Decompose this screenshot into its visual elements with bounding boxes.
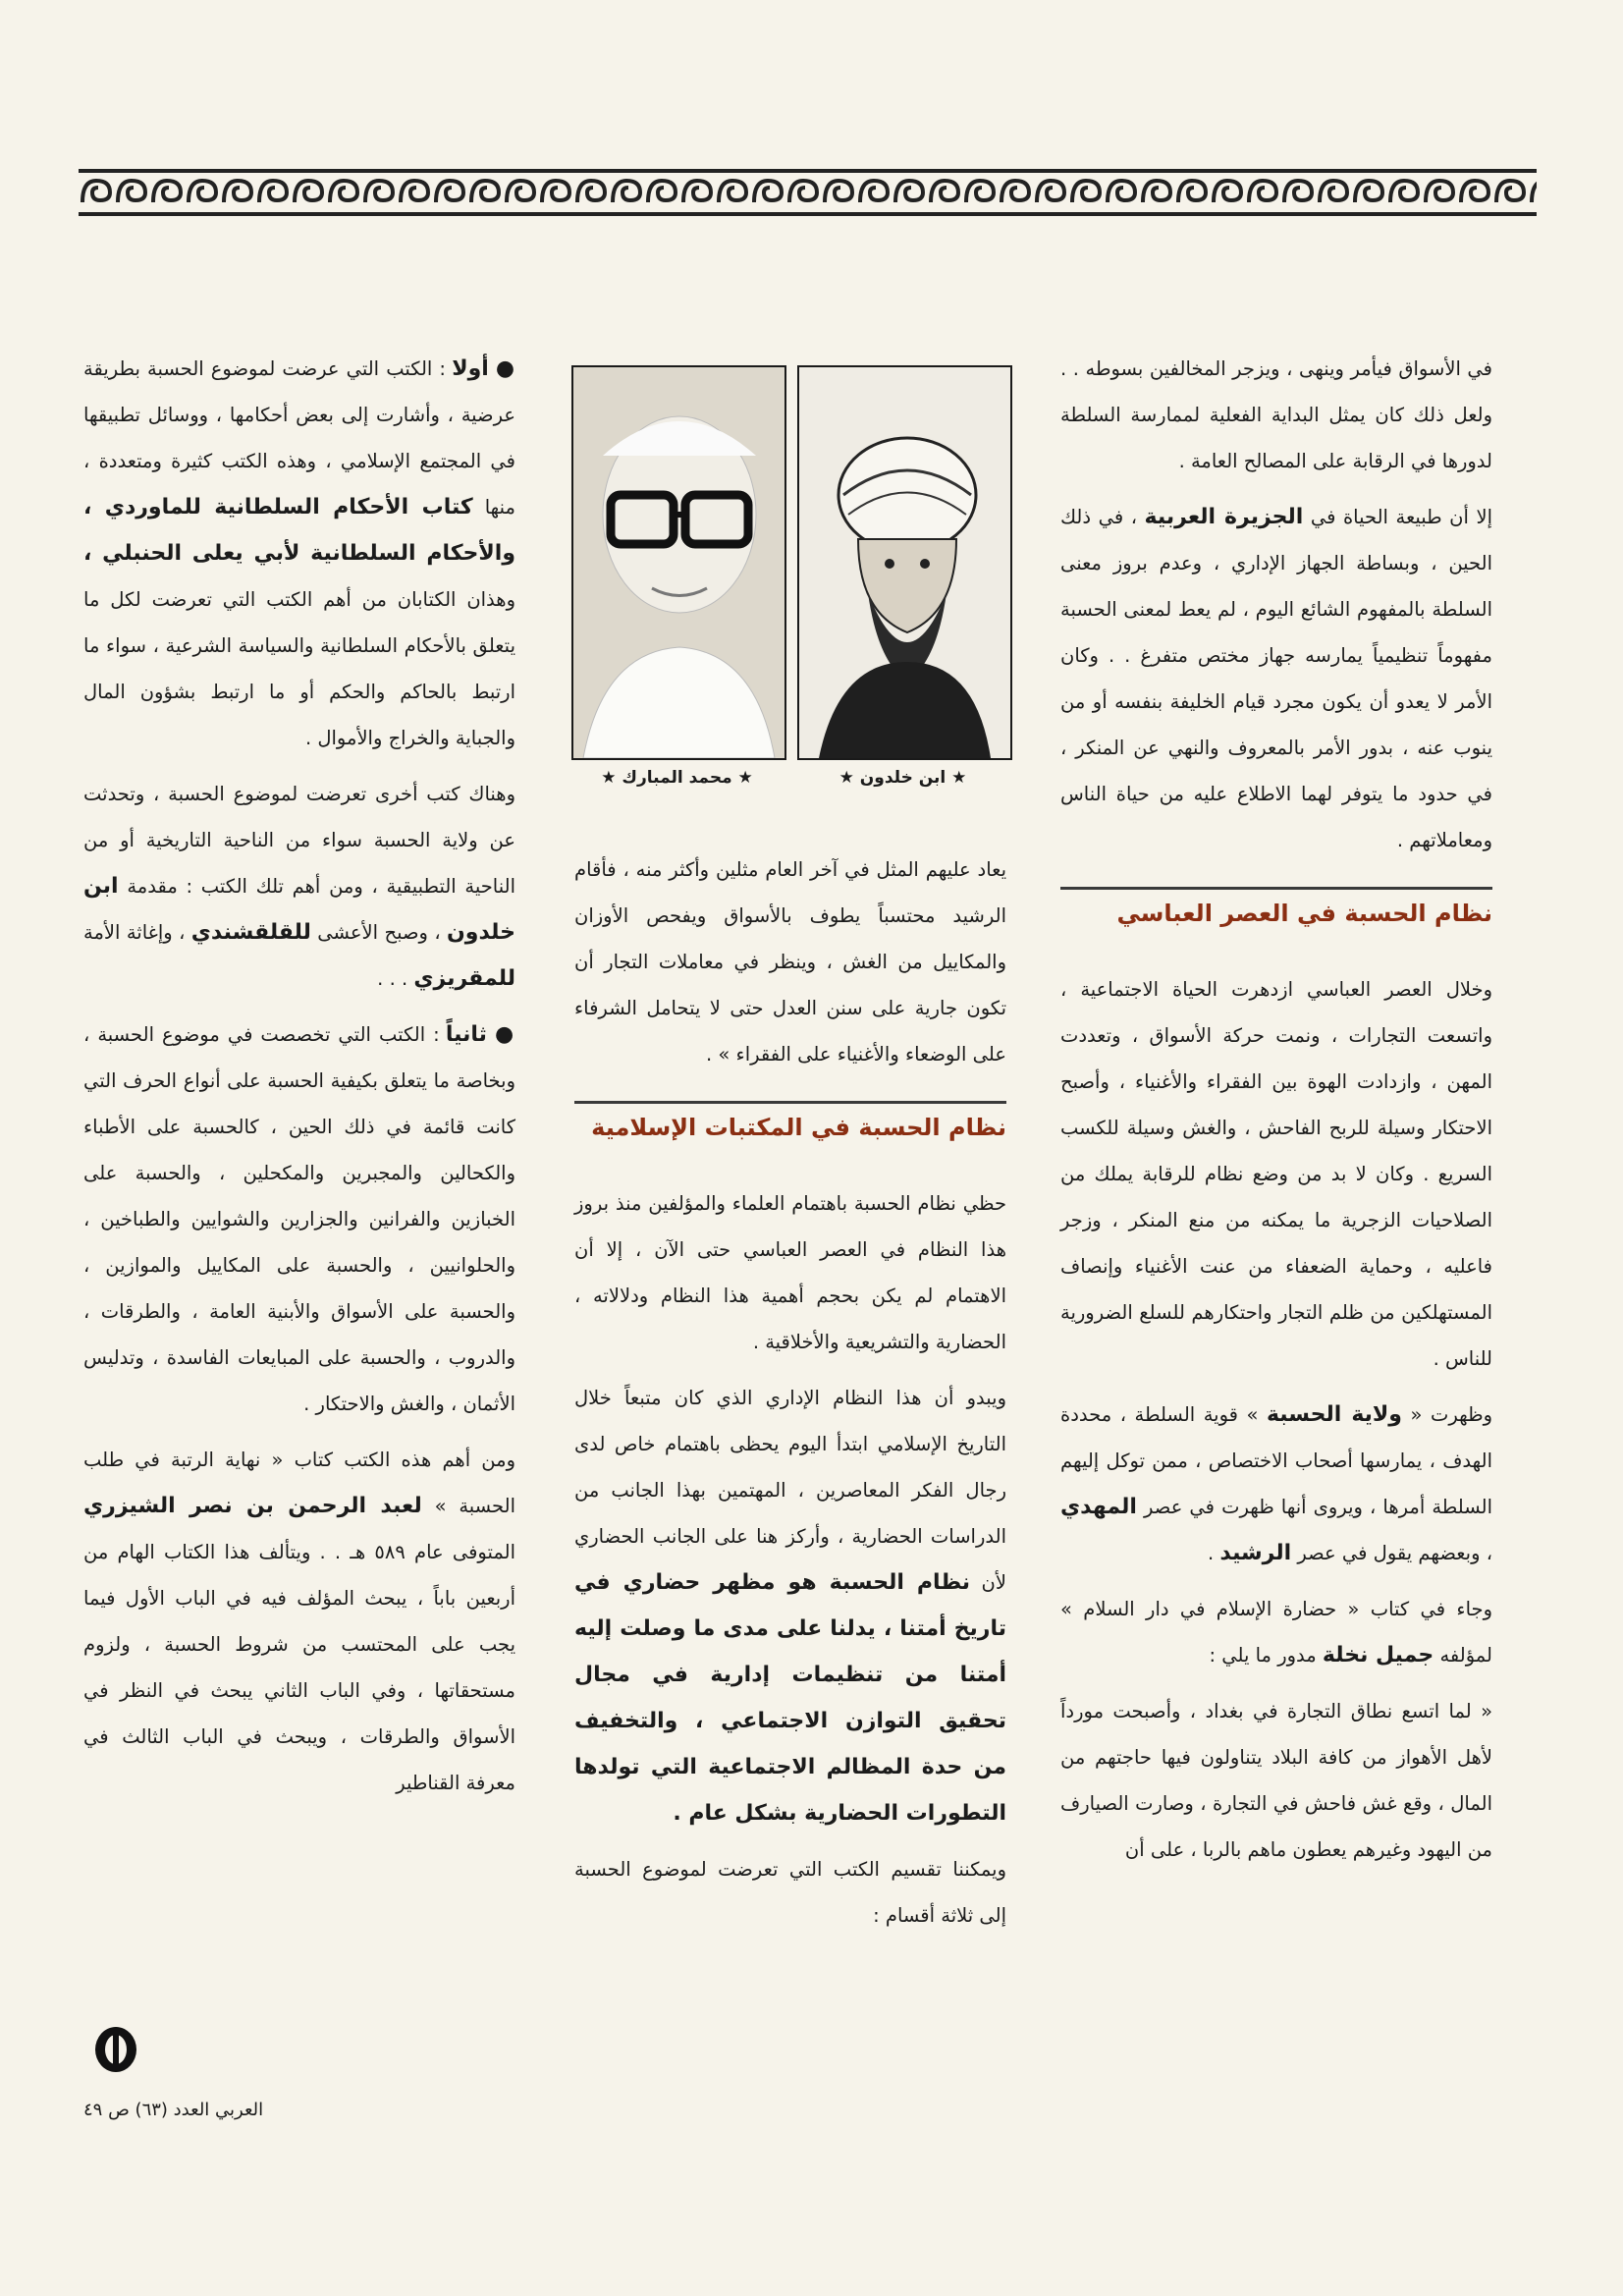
wave-ornament (436, 181, 463, 202)
wave-ornament (1284, 181, 1312, 202)
wave-ornament (295, 181, 322, 202)
paragraph (574, 1375, 1006, 1836)
wave-ornament (330, 181, 357, 202)
wave-ornament (1001, 181, 1029, 202)
magazine-logo-icon (93, 2025, 138, 2074)
paragraph-text: وهناك كتب أخرى تعرضت لموضوع الحسبة ، وتحدثت عن ولاية الحسبة سواء من الناحية التاريخية أو من الناحية التطبيقية ، ومن أهم تلك الكتب : مقدمة (83, 783, 515, 898)
greek-key-wave-border-icon (79, 169, 1537, 216)
paragraph (574, 1180, 1006, 1365)
section-heading: نظام الحسبة في العصر العباسي (1060, 887, 1492, 945)
article-column-middle (574, 847, 1006, 1948)
bullet-icon: ● (494, 1022, 515, 1047)
wave-ornament (683, 181, 711, 202)
paragraph-text: ، وبعضهم يقول في عصر (1291, 1542, 1492, 1564)
wave-ornament (259, 181, 287, 202)
wave-ornament (931, 181, 958, 202)
paragraph-text: ، وصبح الأعشى (310, 921, 447, 944)
wave-ornament (789, 181, 817, 202)
paragraph-text: إلا أن طبيعة الحياة في (1303, 506, 1492, 528)
wave-ornament (825, 181, 852, 202)
paragraph-text: . (1207, 1542, 1220, 1564)
wave-ornament (118, 181, 145, 202)
article-column-left (83, 346, 515, 1816)
wave-ornament (1496, 181, 1524, 202)
paragraph-text: وجاء في كتاب « حضارة الإسلام في دار السلام » لمؤلفه (1060, 1598, 1492, 1667)
paragraph-text: . . . (377, 967, 414, 990)
wave-ornament (966, 181, 994, 202)
paragraph (1060, 494, 1492, 863)
paragraph-text: : الكتب التي عرضت لموضوع الحسبة بطريقة عرضية ، وأشارت إلى بعض أحكامها ، ووسائل تطبيقها في المجتمع الإسلامي ، وهذه الكتب كثيرة ومتعددة ، منها (83, 357, 515, 519)
paragraph-text: حظي نظام الحسبة باهتمام العلماء والمؤلفين منذ بروز هذا النظام في العصر العباسي حتى الآن ، إلا أن الاهتمام لم يكن بحجم أهمية هذا النظام ودلالاته ، الحضارية والتشريعية والأخلاقية . (574, 1192, 1006, 1353)
paragraph-text: وخلال العصر العباسي ازدهرت الحياة الاجتماعية ، واتسعت التجارات ، ونمت حركة الأسواق ، وتعددت المهن ، وازدادت الهوة بين الفقراء والأغنياء ، وأصبح الاحتكار وسيلة للربح الفاحش ، والغش وسيلة للكسب السريع . وكان لا بد من وضع نظام للرقابة يملك من الصلاحيات الزجرية ما يمكنه من منع المنكر ، وزجر فاعليه ، وحماية الضعفاء من عنت الأغنياء وإنصاف المستهلكين من ظلم التجار واحتكارهم للسلع الضرورية للناس . (1060, 978, 1492, 1370)
portrait-mohammad-almubarak (571, 365, 786, 760)
bold-term: جميل نخلة (1322, 1643, 1434, 1667)
wave-ornament (1037, 181, 1064, 202)
paragraph-text: : الكتب التي تخصصت في موضوع الحسبة ، وبخاصة ما يتعلق بكيفية الحسبة على أنواع الحرف التي كانت قائمة في ذلك الحين ، كالحسبة على الأطباء والكحالين والمجبرين والمكحلين ، والحسبة على الخبازين والفرانين والجزارين والشوايين والطباخين ، والحلوانيين ، والحسبة على المكاييل والموازين ، والحسبة على الأسواق والأبنية العامة ، والطرقات ، والدروب ، والحسبة على المبايعات الفاسدة ، وتدليس الأثمان ، والغش والاحتكار . (83, 1023, 515, 1415)
bold-term: الجزيرة العربية (1144, 505, 1304, 529)
paragraph (1060, 346, 1492, 484)
wave-ornament (1214, 181, 1241, 202)
quote-text: « لما اتسع نطاق التجارة في بغداد ، وأصبحت مورداً لأهل الأهواز من كافة البلاد يتناولون فيها حاجتهم من المال ، وقع غش فاحش في التجارة ، وصارت الصيارف من اليهود وغيرهم يعطون ماهم بالربا ، على أن (1060, 1700, 1492, 1861)
portrait-caption: ★ ابن خلدون ★ (839, 768, 967, 788)
paragraph (1060, 1688, 1492, 1873)
paragraph-text: وهذان الكتابان من أهم الكتب التي تعرضت لكل ما يتعلق بالأحكام السلطانية والسياسة الشرعية ، سواء ما ارتبط بالحاكم والحكم أو ما ارتبط بشؤون المال والجباية والخراج والأموال . (83, 588, 515, 749)
bold-term: المهدي (1060, 1495, 1137, 1519)
paragraph (1060, 1586, 1492, 1678)
paragraph-text: ومن أهم هذه الكتب كتاب « نهاية الرتبة في طلب الحسبة » (83, 1449, 515, 1517)
wave-ornament (1426, 181, 1453, 202)
bold-statement: نظام الحسبة هو مظهر حضاري في تاريخ أمتنا ، يدلنا على مدى ما وصلت إليه أمتنا من تنظيمات إدارية في مجال تحقيق التوازن الاجتماعي ، والتخفيف من حدة المظالم الاجتماعية التي تولدها التطورات الحضارية بشكل عام . (574, 1570, 1006, 1826)
paragraph-text: في الأسواق فيأمر وينهى ، ويزجر المخالفين بسوطه . . ولعل ذلك كان يمثل البداية الفعلية لممارسة السلطة لدورها في الرقابة على المصالح العامة . (1060, 357, 1492, 472)
paragraph (83, 1011, 515, 1427)
wave-ornament (365, 181, 393, 202)
wave-ornament (895, 181, 923, 202)
wave-ornament (224, 181, 251, 202)
wave-ornament (1178, 181, 1206, 202)
portrait-caption: ★ محمد المبارك ★ (601, 768, 753, 788)
wave-ornament (153, 181, 181, 202)
wave-ornament (542, 181, 569, 202)
bold-term: الرشيد (1219, 1541, 1292, 1565)
section-heading: نظام الحسبة في المكتبات الإسلامية (574, 1101, 1006, 1159)
paragraph (83, 771, 515, 1002)
paragraph-text: المتوفى عام ٥٨٩ هـ . . ويتألف هذا الكتاب الهام من أربعين باباً ، يبحث المؤلف فيه في الباب الأول فيما يجب على المحتسب من شروط الحسبة ، ولزوم مستحقاتها ، وفي الباب الثاني يبحث في النظر في الأسواق والطرقات ، ويبحث في الباب الثالث في معرفة القناطير (83, 1541, 515, 1794)
wave-ornament (1390, 181, 1418, 202)
paragraph-text: ويبدو أن هذا النظام الإداري الذي كان متبعاً خلال التاريخ الإسلامي ابتدأ اليوم يحظى باهتمام خاص لدى رجال الفكر المعاصرين ، المهتمين بهذا الجانب من الدراسات الحضارية ، وأركز هنا على الجانب الحضاري لأن (574, 1387, 1006, 1594)
wave-ornament (754, 181, 782, 202)
wave-ornament (1072, 181, 1100, 202)
bold-term: لعبد الرحمن بن نصر الشيزري (83, 1494, 422, 1518)
quote-text: يعاد عليهم المثل في آخر العام مثلين وأكثر منه ، فأقام الرشيد محتسباً يطوف بالأسواق ويفحص الأوزان والمكاييل من الغش ، وينظر في معاملات التجار أن تكون جارية على سنن العدل حتى لا يتحامل الشرفاء على الوضعاء والأغنياء على الفقراء » . (574, 858, 1006, 1066)
paragraph-text: وظهرت « (1401, 1403, 1493, 1426)
wave-ornament (1532, 181, 1537, 202)
wave-ornament (1461, 181, 1488, 202)
page-footer: العربي العدد (٦٣) ص ٤٩ (83, 2100, 264, 2120)
paragraph-text: ، في ذلك الحين ، وبساطة الجهاز الإداري ، وعدم بروز معنى السلطة بالمفهوم الشائع اليوم ، لم يعط لمعنى الحسبة مفهوماً تنظيمياً يمارسه جهاز مختص متفرغ . . وكان الأمر لا يعدو أن يكون مجرد قيام الخليفة بنفسه أو من ينوب عنه ، بدور الأمر بالمعروف والنهي عن المنكر ، في حدود ما يتوفر لهما الاطلاع عليه من حياة الناس ومعاملاتهم . (1060, 506, 1492, 851)
wave-ornament (719, 181, 746, 202)
bold-term: أولا (452, 356, 489, 381)
paragraph (1060, 1392, 1492, 1576)
bold-term: ولاية الحسبة (1266, 1402, 1402, 1427)
paragraph-text: مدور ما يلي : (1209, 1644, 1323, 1667)
wave-ornament (1108, 181, 1135, 202)
paragraph (574, 847, 1006, 1077)
wave-ornament (471, 181, 499, 202)
bold-term: ثانياً (445, 1022, 487, 1047)
wave-ornament (1143, 181, 1170, 202)
bold-term: للمقريزي (413, 966, 515, 991)
bold-term: ابن خلدون (83, 874, 515, 945)
paragraph (1060, 966, 1492, 1382)
wave-ornament (860, 181, 888, 202)
wave-ornament (577, 181, 605, 202)
wave-ornament (613, 181, 640, 202)
bold-term: للقلقشندي (190, 920, 311, 945)
article-column-right (1060, 346, 1492, 1883)
paragraph-text: » قوية السلطة ، محددة الهدف ، يمارسها أصحاب الاختصاص ، ممن توكل إليهم السلطة أمرها ، ويروى أنها ظهرت في عصر (1060, 1403, 1492, 1518)
bullet-icon: ● (495, 356, 515, 381)
wave-ornament (648, 181, 676, 202)
wave-ornament (507, 181, 534, 202)
paragraph-text: ، وإغاثة الأمة (83, 921, 191, 944)
wave-ornament (1320, 181, 1347, 202)
paragraph (574, 1846, 1006, 1939)
paragraph (83, 1437, 515, 1806)
wave-ornament (1249, 181, 1276, 202)
paragraph (83, 346, 515, 761)
wave-ornament (189, 181, 216, 202)
wave-ornament (401, 181, 428, 202)
wave-ornament (82, 181, 110, 202)
bold-term: كتاب الأحكام السلطانية للماوردي ، والأحكام السلطانية لأبي يعلى الحنبلي ، (83, 495, 515, 566)
portrait-ibn-khaldun (797, 365, 1012, 760)
wave-ornament (1355, 181, 1382, 202)
paragraph-text: ويمكننا تقسيم الكتب التي تعرضت لموضوع الحسبة إلى ثلاثة أقسام : (574, 1858, 1006, 1927)
